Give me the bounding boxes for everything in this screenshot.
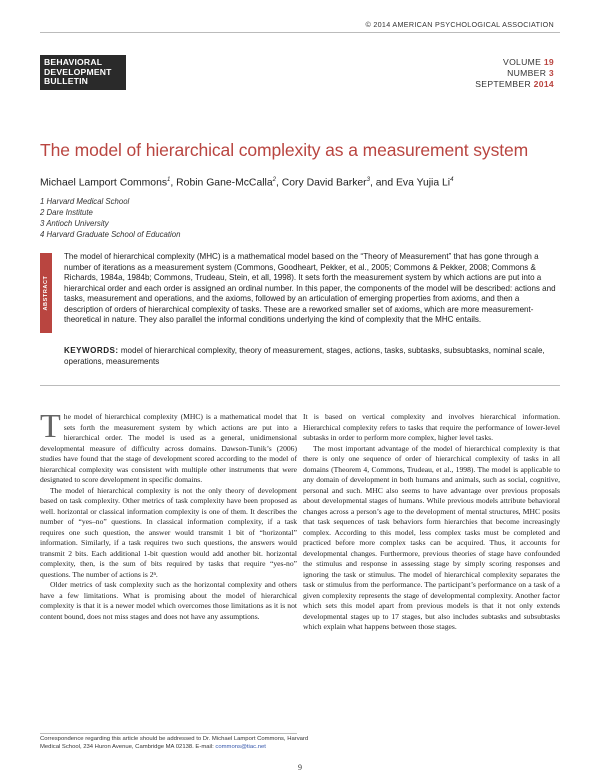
body-paragraph: The most important advantage of the model of hierarchical complexity is that there is only one sequence of order of hierarchical complexity of tasks in all domains (Theorem 4, Commons, Trudeau, et al., 1998). The model is applicable to any domain of development in both humans and animals, such as social, cognitive, personal and such. MHC also seems to have advantage over previous proposals about developmental stages of humans. While previous models attribute behavioral changes across a person’s age to the development of mental structures, MHC posits that task sequences of task behaviors form hierarchies that become increasingly complex. According to this model, less complex tasks must be completed and practiced before more complex tasks can be acquired. Thus, it accounts for developmental changes. Furthermore, previous theories of stage have confounded the stimulus and response in assessing stage by simply scoring responses and ignoring the task or stimulus. The model of hierarchical complexity separates the task or stimulus from the performance. The participant’s performance on a task of a given complexity represents the stage of developmental complexity. Another factor which sets this model apart from previous models is that it not only extends developmental stages up to 17 stages, but also includes subtasks and subsubtasks which explain what happens between those stages. bbox=[303, 443, 560, 631]
affiliations bbox=[40, 196, 180, 240]
author-sup: 1 bbox=[167, 177, 171, 183]
body-paragraph: It is based on vertical complexity and involves hierarchical information. Hierarchical complexity refers to tasks that require the performance of lower-level subtasks in order to perform more complex, higher level tasks. bbox=[303, 412, 560, 442]
issue-number: 3 bbox=[548, 68, 554, 78]
body-column-left bbox=[40, 408, 297, 622]
body-column-right bbox=[303, 412, 560, 633]
author-name: Michael Lamport Commons bbox=[40, 177, 168, 189]
section-rule bbox=[40, 385, 560, 386]
affiliation-item: 1 Harvard Medical School bbox=[40, 197, 130, 206]
author-sup: 4 bbox=[450, 177, 454, 183]
number-label: NUMBER bbox=[507, 68, 547, 78]
author-list bbox=[40, 177, 570, 188]
author-sup: 2 bbox=[272, 177, 276, 183]
journal-logo bbox=[40, 55, 126, 90]
author-name: Cory David Barker bbox=[281, 177, 367, 189]
body-paragraph: he model of hierarchical complexity (MHC) is a mathematical model that sets forth the measurement system by which actions are put into a hierarchical order. The model is used as a general, unidimensional developmental measure of difficulty across domains. Dawson-Tunik’s (2006) studies have found that the stage of development scored according to the model of hierarchical complexity was consistent with multiple other instruments that were designated to score development in specific domains. bbox=[40, 412, 297, 484]
keywords-label: KEYWORDS: bbox=[64, 346, 119, 355]
header-rule bbox=[40, 32, 560, 33]
volume-number: 19 bbox=[543, 57, 554, 67]
author-sup: 3 bbox=[366, 177, 370, 183]
author-name: Robin Gane-McCalla bbox=[176, 177, 273, 189]
month-label: SEPTEMBER bbox=[475, 79, 531, 89]
issue-info bbox=[475, 57, 554, 90]
correspondence-note bbox=[40, 735, 310, 751]
copyright-notice: © 2014 AMERICAN PSYCHOLOGICAL ASSOCIATION bbox=[365, 20, 554, 29]
footnote-rule bbox=[40, 733, 297, 734]
drop-cap: T bbox=[40, 408, 61, 445]
author-separator: , bbox=[275, 177, 282, 189]
body-paragraph: Older metrics of task complexity such as the horizontal complexity and others have a few limitations. What is promising about the model of hierarchical complexity is that it is a newer model which overcomes those limitations as it is not content bound, does not miss stages and does not have any assumptions. bbox=[40, 580, 297, 621]
volume-label: VOLUME bbox=[503, 57, 542, 67]
keywords bbox=[64, 346, 560, 367]
article-title: The model of hierarchical complexity as a measurement system bbox=[40, 140, 529, 160]
author-name: Eva Yujia Li bbox=[395, 177, 451, 189]
keywords-text: model of hierarchical complexity, theory of measurement, stages, actions, tasks, subtasks, subsubtasks, nominal scale, operations, measurements bbox=[64, 346, 545, 366]
logo-line-3: BULLETIN bbox=[44, 76, 89, 86]
page-number: 9 bbox=[298, 763, 302, 772]
issue-year: 2014 bbox=[533, 79, 554, 89]
logo-line-1: BEHAVIORAL bbox=[44, 57, 103, 67]
body-paragraph: The model of hierarchical complexity is not the only theory of development based on task complexity. Other metrics of task complexity have been proposed as well. horizontal or classical information complexity is one of them. It describes the number of “yes–no” questions. In classical information complexity, if a task requires one such question, the answer would transmit 1 bit of “horizontal” information. Similarly, if a task requires two such questions, the answers would transmit 2 bits. Each additional 1-bit question would add another bit. horizontal complexity, then, is the sum of bits required by tasks that require “yes-no” questions. The number of actions is 2ⁿ. bbox=[40, 485, 297, 579]
abstract-label-text: ABSTRACT bbox=[43, 275, 49, 311]
affiliation-item: 3 Antioch University bbox=[40, 219, 109, 228]
affiliation-item: 4 Harvard Graduate School of Education bbox=[40, 230, 181, 239]
email-link[interactable]: commons@tiac.net bbox=[215, 744, 266, 750]
affiliation-item: 2 Dare Institute bbox=[40, 208, 93, 217]
abstract-text: The model of hierarchical complexity (MHC) is a mathematical model based on the “Theory of Measurement” that has gone through a number of iterations as a measurement system (Commons, Goodheart, Pekker, et al., 2005; Commons & Pekker, 2008; Commons & Richards, 1984a, 1984b; Commons, Trudeau, Stein, et all, 1998). It sets forth the measurement system by which actions are put into a hierarchical order and each order is assigned an ordinal number. In this paper, the components of the model will be described: actions and tasks, measurement and operations, and the axioms, followed by an articulation of emerging properties from axioms, and then a description of orders of hierarchical complexity of tasks. These are a reworked smaller set of axioms, which are more measurement-theoretical in nature. They also parallel the informal conditions underlying the kind of complexity that the MHC entails. bbox=[64, 252, 556, 324]
author-separator: , bbox=[170, 177, 177, 189]
logo-line-2: DEVELOPMENT bbox=[44, 66, 112, 77]
correspondence-text: Correspondence regarding this article should be addressed to Dr. Michael Lamport Commons, Harvard Medical School, 234 Huron Avenue, Cambridge MA 02138. E-mail: bbox=[40, 736, 309, 750]
author-separator: , and bbox=[369, 177, 396, 189]
abstract-label bbox=[40, 253, 52, 333]
